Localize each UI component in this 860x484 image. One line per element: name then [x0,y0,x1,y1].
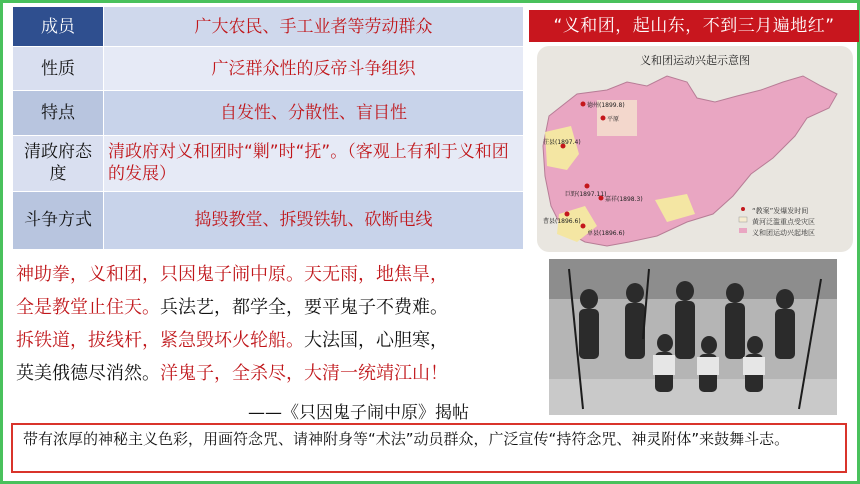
place-label: 巨野(1897.11) [565,191,607,198]
table-row [13,47,524,91]
poem-segment: 兵法艺，都学全，要平鬼子不费难。 [160,297,448,318]
event-dot [581,224,586,229]
poem-segment: 拆铁道，拔线杆，紧急毁坏火轮船。 [16,330,304,351]
photo-drawing [549,259,837,415]
row-value: 广大农民、手工业者等劳动群众 [104,7,524,47]
map-legend [739,206,815,239]
poem-segment: 洋鬼子，全杀尽，大清一统靖江山！ [160,363,448,384]
table-row [13,7,524,47]
place-label: 单县(1896.6) [587,230,625,237]
event-dot [581,102,586,107]
table-row [13,135,524,191]
row-key: 性质 [13,47,104,91]
place-label: 德州(1899.8) [587,102,625,109]
poem-segment: 全是教堂止住天。 [16,297,160,318]
boxer-photo [549,259,837,415]
poem-text [16,258,532,390]
row-key: 特点 [13,91,104,135]
poem-line [16,357,532,390]
row-value: 捣毁教堂、拆毁铁轨、砍断电线 [104,191,524,249]
row-key: 成员 [13,7,104,47]
summary-note: 带有浓厚的神秘主义色彩，用画符念咒、请神附身等“术法”动员群众，广泛宣传“持符念咒、神灵附体”来鼓舞斗志。 [11,423,847,473]
poem-line [16,291,532,324]
place-label: 平原 [607,116,620,123]
row-key: 清政府态度 [13,135,104,191]
table-row [13,91,524,135]
poem-source: ——《只因鬼子闹中原》揭帖 [248,403,469,423]
slogan-banner: “义和团，起山东，不到三月遍地红” [529,10,859,42]
map-figure [537,46,853,252]
map-title: 义和团运动兴起示意图 [640,54,750,67]
event-dot [601,116,606,121]
poem-line [16,258,532,291]
legend-item: 黄河泛滥重点受灾区 [752,218,815,226]
row-key: 斗争方式 [13,191,104,249]
row-value: 清政府对义和团时“剿”时“抚”。（客观上有利于义和团的发展） [104,135,524,191]
poem-segment: 英美俄德尽消然。 [16,363,160,384]
poem-segment: 大法国，心胆寒， [304,330,448,351]
poem-line [16,324,532,357]
poem-segment: 神助拳，义和团，只因鬼子闹中原。天无雨，地焦旱， [16,264,448,285]
info-table [12,6,524,250]
row-value: 广泛群众性的反帝斗争组织 [104,47,524,91]
legend-item: 义和团运动兴起地区 [752,229,815,237]
place-label: 曹县(1896.6) [543,218,581,225]
legend-item: “教案”发爆发时间 [752,207,809,215]
table-row [13,191,524,249]
row-value: 自发性、分散性、盲目性 [104,91,524,135]
place-label: 茌县(1897.4) [543,139,581,146]
place-label: 嘉祥(1898.3) [605,196,643,203]
event-dot [585,184,590,189]
